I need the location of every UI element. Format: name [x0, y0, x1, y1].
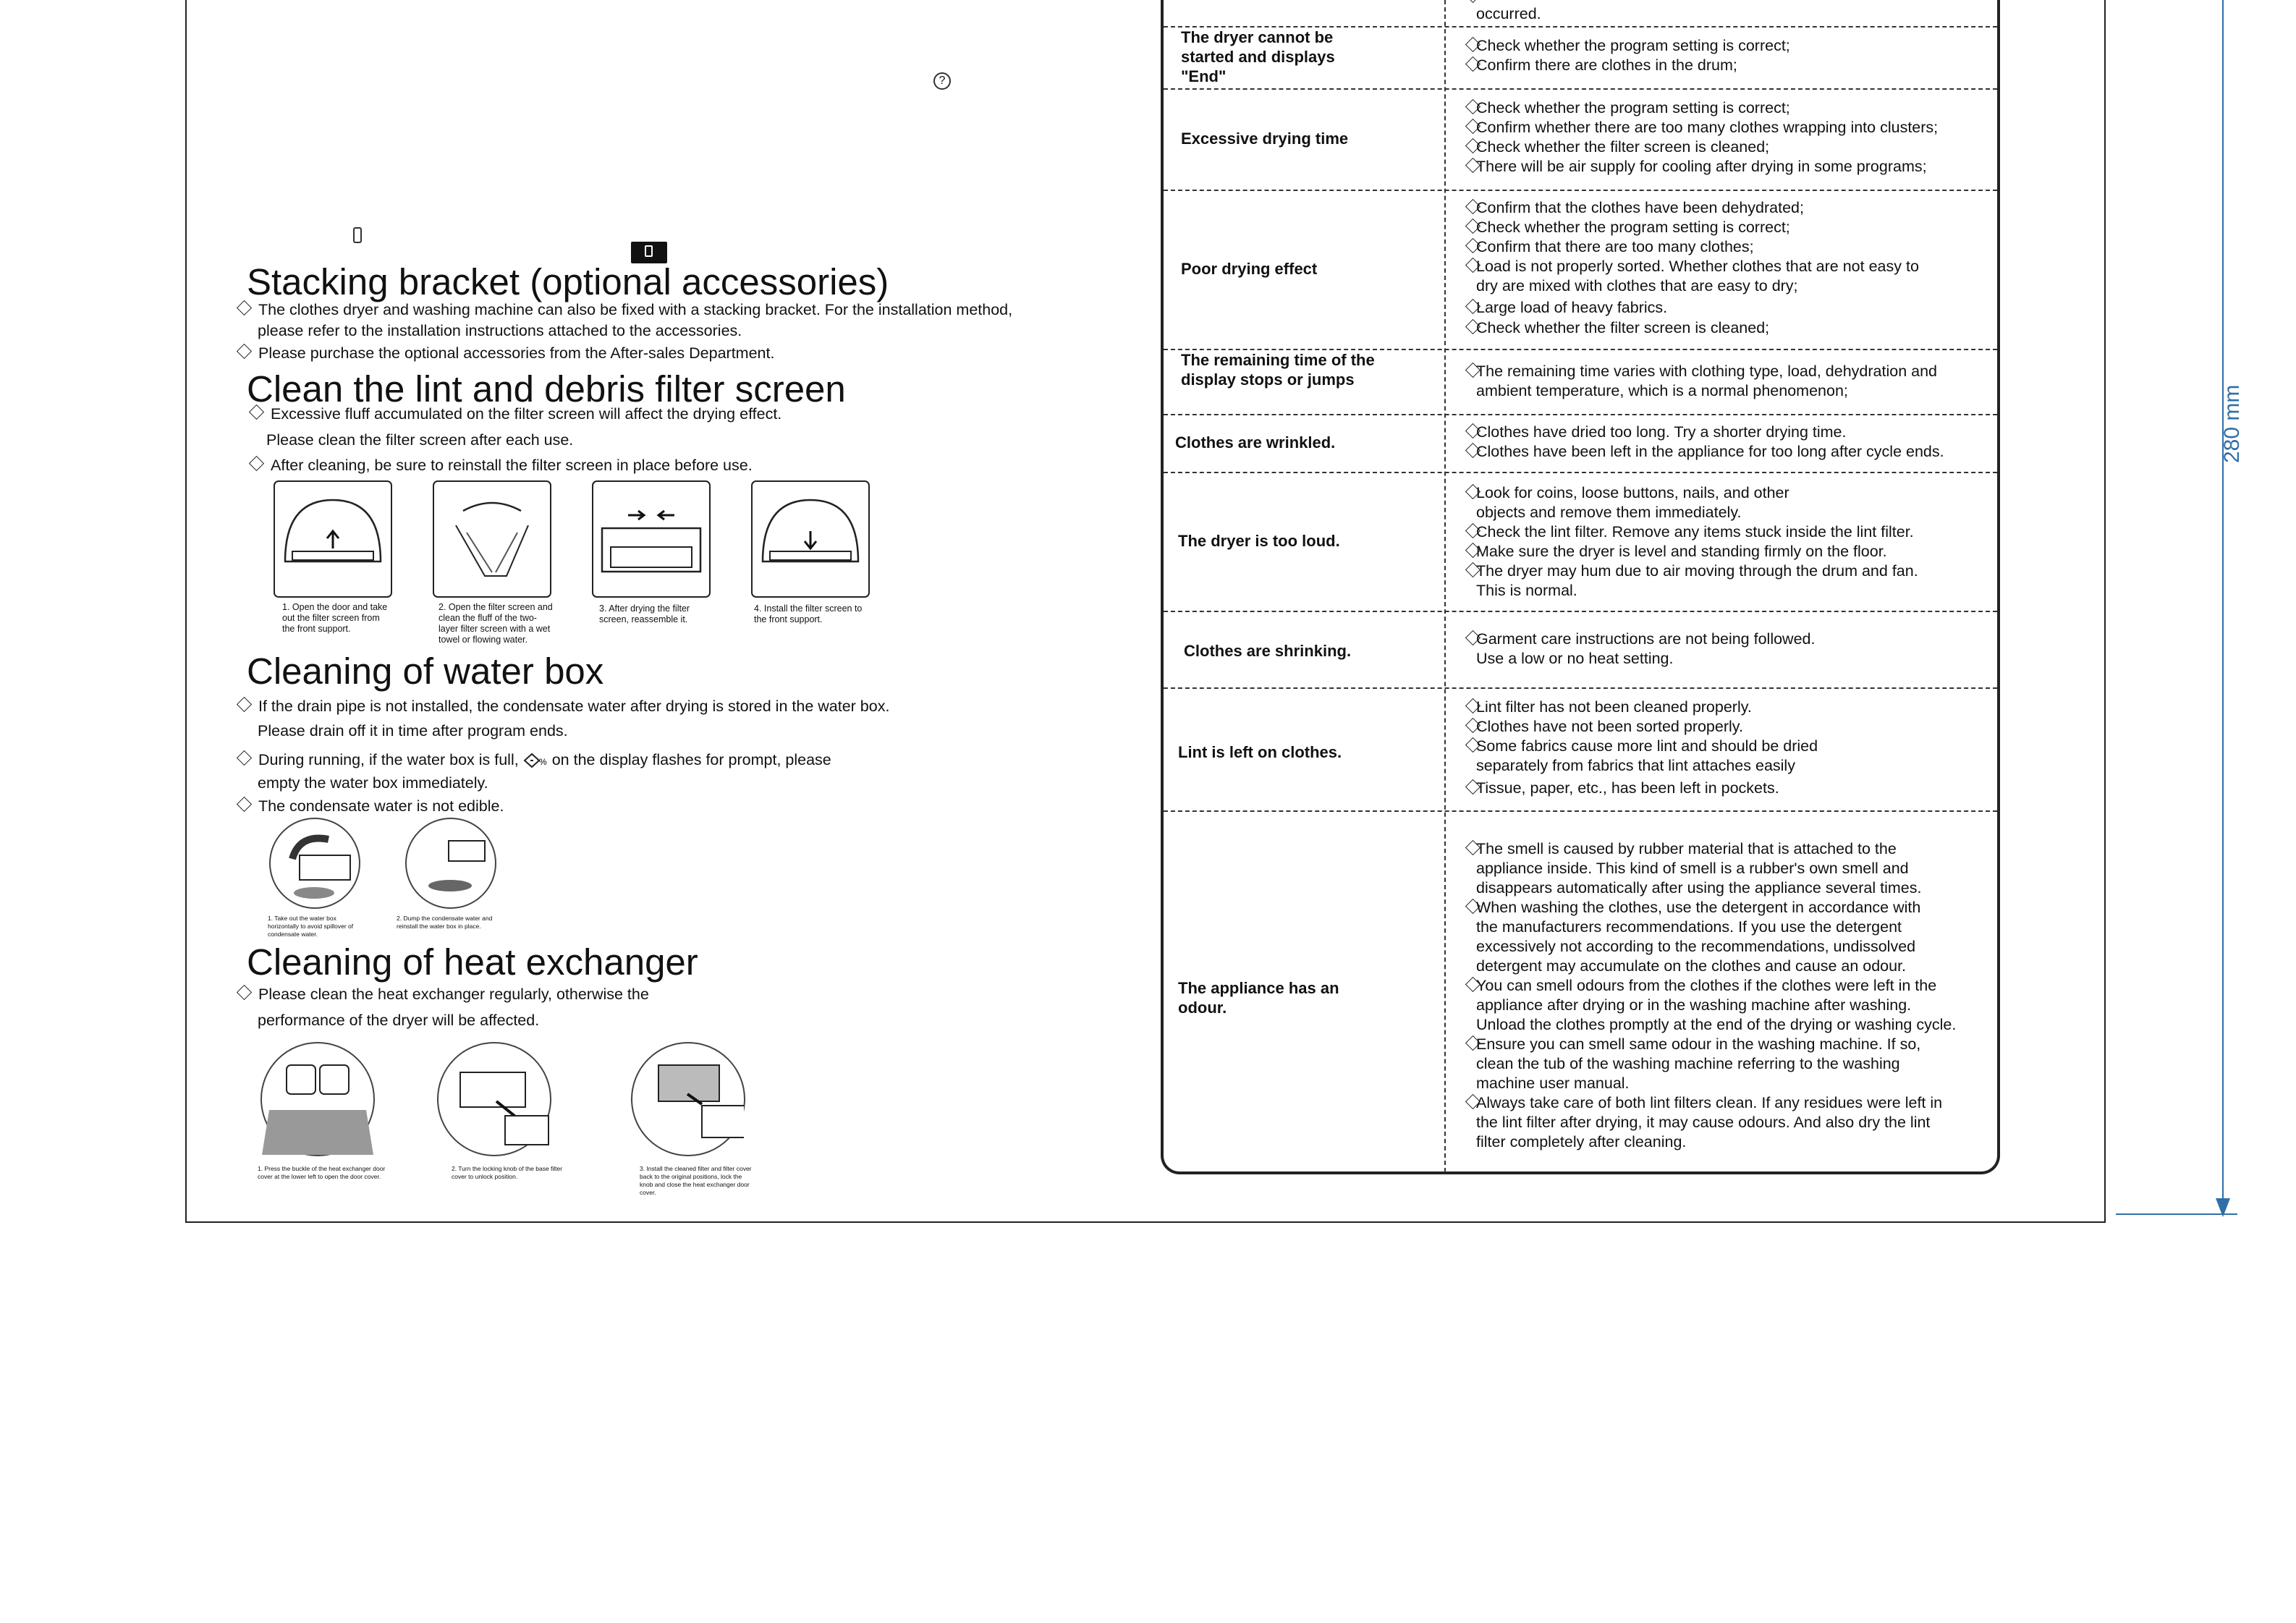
svg-text:%: %	[538, 757, 547, 768]
bullet-diamond-icon	[237, 300, 252, 315]
cause-text: Confirm there are clothes in the drum;	[1476, 56, 1737, 74]
dimension-label: 280 mm	[2220, 384, 2244, 463]
cause-text: Check whether the program setting is correct;	[1476, 99, 1790, 116]
cause-text: Check whether the program setting is correct;	[1476, 37, 1790, 54]
row-divider	[1164, 472, 1997, 473]
water-line-3: During running, if the water box is full, % on the display flashes for prompt, please	[239, 750, 831, 770]
dimension-baseline	[2116, 1213, 2237, 1215]
dimension-line	[2222, 0, 2224, 1213]
cause-text: Confirm that there are too many clothes;	[1476, 238, 1754, 255]
bullet-diamond-icon	[249, 404, 264, 420]
water-step-1-caption: 1. Take out the water box horizontally to avoid spillover of condensate water.	[268, 915, 354, 938]
cause-text: This is normal.	[1476, 582, 1577, 599]
cause-text: When washing the clothes, use the detergent in accordance with	[1476, 899, 1921, 916]
cause-text: the lint filter after drying, it may cause odours. And also dry the lint	[1476, 1114, 1931, 1131]
cause-text: Confirm whether there are too many clothes wrapping into clusters;	[1476, 119, 1939, 136]
heat-step-3-caption: 3. Install the cleaned filter and filter cover back to the original positions, lock the knob and close the heat exchanger door cover.	[640, 1165, 752, 1196]
cause-text: clean the tub of the washing machine referring to the washing	[1476, 1055, 1900, 1072]
problem-cell: Clothes are wrinkled.	[1175, 433, 1336, 452]
cause-text: The remaining time varies with clothing type, load, dehydration and	[1476, 363, 1937, 380]
cause-text: Clothes have not been sorted properly.	[1476, 718, 1743, 735]
question-circle-icon: ?	[933, 72, 951, 90]
water-title: Cleaning of water box	[247, 651, 604, 692]
heat-step-1-caption: 1. Press the buckle of the heat exchanger door cover at the lower left to open the door cover.	[258, 1165, 386, 1180]
cause-text: Check whether the filter screen is cleaned;	[1476, 319, 1770, 336]
bullet-diamond-icon	[237, 344, 252, 359]
cause-text: Unload the clothes promptly at the end of the drying or washing cycle.	[1476, 1016, 1957, 1033]
lint-step-1-caption: 1. Open the door and take out the filter screen from the front support.	[282, 602, 388, 634]
bullet-diamond-icon	[1465, 0, 1480, 3]
water-line-5: The condensate water is not edible.	[239, 796, 504, 816]
row-divider	[1164, 88, 1997, 90]
top-cut-text: occurred.	[1476, 5, 1541, 22]
cause-text: Some fabrics cause more lint and should be dried	[1476, 737, 1818, 755]
lint-step-3-caption: 3. After drying the filter screen, reassemble it.	[599, 603, 690, 624]
stacking-line-2: please refer to the installation instructions attached to the accessories.	[258, 322, 742, 339]
row-divider	[1164, 414, 1997, 415]
water-step-2-illustration	[405, 818, 496, 909]
heat-line-1: Please clean the heat exchanger regularly, otherwise the	[239, 984, 649, 1004]
stacking-title: Stacking bracket (optional accessories)	[247, 261, 889, 302]
water-line-1: If the drain pipe is not installed, the condensate water after drying is stored in the water box.	[239, 696, 889, 716]
cause-text: the manufacturers recommendations. If you use the detergent	[1476, 918, 1902, 936]
heat-line-2: performance of the dryer will be affected.	[258, 1012, 540, 1029]
phone-icon	[353, 227, 362, 243]
water-line-4: empty the water box immediately.	[258, 774, 488, 792]
cause-text: appliance inside. This kind of smell is a rubber's own smell and	[1476, 860, 1909, 877]
cause-text: dry are mixed with clothes that are easy to dry;	[1476, 277, 1798, 294]
stacking-line-3: Please purchase the optional accessories from the After-sales Department.	[239, 343, 774, 363]
display-badge-icon	[631, 242, 667, 263]
water-step-1-illustration	[269, 818, 360, 909]
lint-step-2-caption: 2. Open the filter screen and clean the fluff of the two-layer filter screen with a wet towel or flowing water.	[439, 602, 553, 645]
problem-cell: The dryer is too loud.	[1178, 532, 1340, 550]
cause-text: disappears automatically after using the appliance several times.	[1476, 879, 1922, 897]
cause-text: Check the lint filter. Remove any items stuck inside the lint filter.	[1476, 523, 1914, 541]
row-divider	[1164, 190, 1997, 191]
water-box-full-icon	[523, 753, 548, 768]
bullet-diamond-icon	[249, 456, 264, 471]
heat-title: Cleaning of heat exchanger	[247, 941, 698, 983]
cause-text: Clothes have dried too long. Try a shorter drying time.	[1476, 423, 1847, 441]
heat-step-2-illustration	[437, 1042, 551, 1156]
cause-text: Ensure you can smell same odour in the washing machine. If so,	[1476, 1035, 1921, 1053]
cause-text: Check whether the program setting is correct;	[1476, 219, 1790, 236]
cause-text: Tissue, paper, etc., has been left in pockets.	[1476, 779, 1779, 797]
cause-text: Use a low or no heat setting.	[1476, 650, 1674, 667]
lint-step-4-illustration	[751, 480, 870, 598]
cause-text: The smell is caused by rubber material that is attached to the	[1476, 840, 1897, 857]
cause-text: ambient temperature, which is a normal phenomenon;	[1476, 382, 1848, 399]
cause-text: objects and remove them immediately.	[1476, 504, 1742, 521]
cause-text: Check whether the filter screen is cleaned;	[1476, 138, 1770, 156]
cause-text: excessively not according to the recommendations, undissolved	[1476, 938, 1916, 955]
bullet-diamond-icon	[237, 750, 252, 766]
cause-text: filter completely after cleaning.	[1476, 1133, 1687, 1150]
problem-cell: Excessive drying time	[1181, 130, 1349, 148]
cause-text: appliance after drying or in the washing machine after washing.	[1476, 996, 1912, 1014]
cause-text: The dryer may hum due to air moving through the drum and fan.	[1476, 562, 1918, 580]
lint-step-3-illustration	[592, 480, 711, 598]
bullet-diamond-icon	[237, 797, 252, 812]
heat-step-3-illustration	[631, 1042, 745, 1156]
problem-cell: Poor drying effect	[1181, 260, 1318, 278]
cause-text: separately from fabrics that lint attaches easily	[1476, 757, 1795, 774]
heat-step-1-illustration	[260, 1042, 375, 1156]
cause-text: Lint filter has not been cleaned properly.	[1476, 698, 1752, 716]
cause-text: Large load of heavy fabrics.	[1476, 299, 1668, 316]
cause-text: machine user manual.	[1476, 1075, 1630, 1092]
lint-title: Clean the lint and debris filter screen	[247, 368, 846, 410]
cause-text: detergent may accumulate on the clothes and cause an odour.	[1476, 957, 1907, 975]
lint-step-2-illustration	[433, 480, 551, 598]
cause-text: Confirm that the clothes have been dehydrated;	[1476, 199, 1804, 216]
table-column-divider	[1444, 0, 1446, 1172]
problem-cell: Lint is left on clothes.	[1178, 743, 1342, 761]
cause-text: Look for coins, loose buttons, nails, and other	[1476, 484, 1789, 501]
lint-step-1-illustration	[274, 480, 392, 598]
cause-text: Clothes have been left in the appliance for too long after cycle ends.	[1476, 443, 1944, 460]
row-divider	[1164, 810, 1997, 812]
cause-text: Garment care instructions are not being followed.	[1476, 630, 1816, 648]
bullet-diamond-icon	[237, 697, 252, 712]
lint-line-2: Please clean the filter screen after each use.	[266, 431, 574, 449]
cause-text: There will be air supply for cooling after drying in some programs;	[1476, 158, 1927, 175]
problem-cell: Clothes are shrinking.	[1184, 642, 1352, 660]
water-line-2: Please drain off it in time after program ends.	[258, 722, 568, 740]
lint-line-1: Excessive fluff accumulated on the filter screen will affect the drying effect.	[251, 404, 781, 424]
cause-text: You can smell odours from the clothes if the clothes were left in the	[1476, 977, 1937, 994]
row-divider	[1164, 611, 1997, 612]
cause-text: Make sure the dryer is level and standing firmly on the floor.	[1476, 543, 1887, 560]
cause-text: Load is not properly sorted. Whether clothes that are not easy to	[1476, 258, 1919, 275]
stacking-line-1: The clothes dryer and washing machine can also be fixed with a stacking bracket. For the installation method,	[239, 300, 1012, 320]
bullet-diamond-icon	[237, 985, 252, 1000]
problem-cell: The appliance has an odour.	[1178, 979, 1339, 1017]
row-divider	[1164, 687, 1997, 689]
cause-text: Always take care of both lint filters clean. If any residues were left in	[1476, 1094, 1943, 1111]
lint-step-4-caption: 4. Install the filter screen to the front support.	[754, 603, 863, 624]
heat-step-2-caption: 2. Turn the locking knob of the base filter cover to unlock position.	[452, 1165, 563, 1180]
water-step-2-caption: 2. Dump the condensate water and reinstall the water box in place.	[397, 915, 493, 930]
lint-line-3: After cleaning, be sure to reinstall the filter screen in place before use.	[251, 455, 753, 475]
problem-cell: The remaining time of the display stops or jumps	[1181, 351, 1375, 389]
problem-cell: The dryer cannot be started and displays "End"	[1181, 28, 1335, 85]
